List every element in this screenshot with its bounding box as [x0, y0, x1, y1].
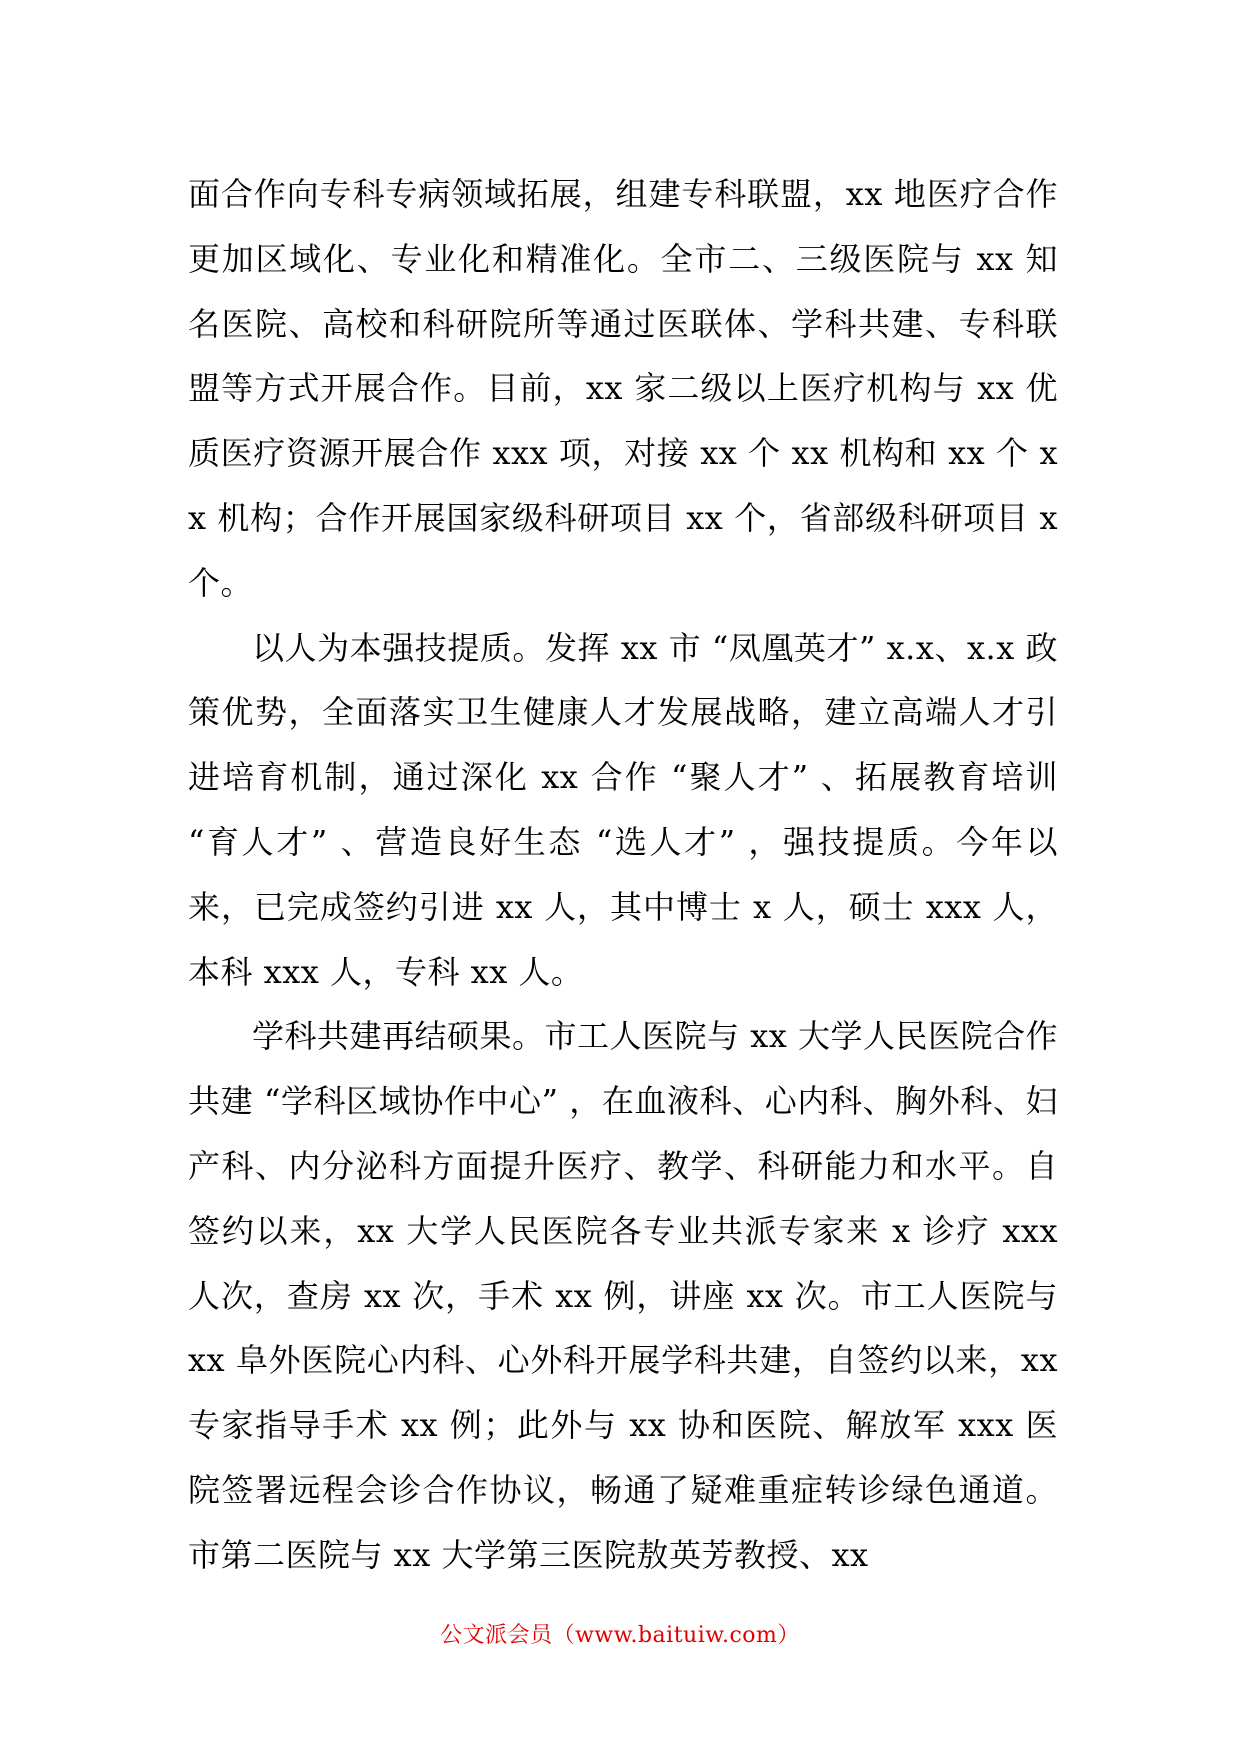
footer-watermark: 公文派会员（www.baituiw.com）	[440, 1623, 800, 1648]
document-body	[188, 162, 1058, 1588]
paragraph-discipline: 学科共建再结硕果。市工人医院与 xx 大学人民医院合作共建 “学科区域协作中心” ，在血液科、心内科、胸外科、妇产科、内分泌科方面提升医疗、教学、科研能力和水平。自签约以来，xx 大学人民医院各专业共派专家来 x 诊疗 xxx 人次，查房 xx 次，手术 xx 例，讲座 xx 次。市工人医院与 xx 阜外医院心内科、心外科开展学科共建，自签约以来，xx 专家指导手术 xx 例；此外与 xx 协和医院、解放军 xxx 医院签署远程会诊合作协议，畅通了疑难重症转诊绿色通道。市第二医院与 xx 大学第三医院敖英芳教授、xx	[188, 1017, 1058, 1574]
paragraph-talent: 以人为本强技提质。发挥 xx 市 “凤凰英才” x.x、x.x 政策优势，全面落实卫生健康人才发展战略，建立高端人才引进培育机制，通过深化 xx 合作 “聚人才” 、拓展教育培训 “育人才” 、营造良好生态 “选人才” ，强技提质。今年以来，已完成签约引进 xx 人，其中博士 x 人，硕士 xxx 人，本科 xxx 人，专科 xx 人。	[188, 628, 1058, 991]
paragraph-continuation: 面合作向专科专病领域拓展，组建专科联盟，xx 地医疗合作更加区域化、专业化和精准化。全市二、三级医院与 xx 知名医院、高校和科研院所等通过医联体、学科共建、专科联盟等方式开展合作。目前，xx 家二级以上医疗机构与 xx 优质医疗资源开展合作 xxx 项，对接 xx 个 xx 机构和 xx 个 xx 机构；合作开展国家级科研项目 xx 个，省部级科研项目 x 个。	[188, 175, 1058, 602]
